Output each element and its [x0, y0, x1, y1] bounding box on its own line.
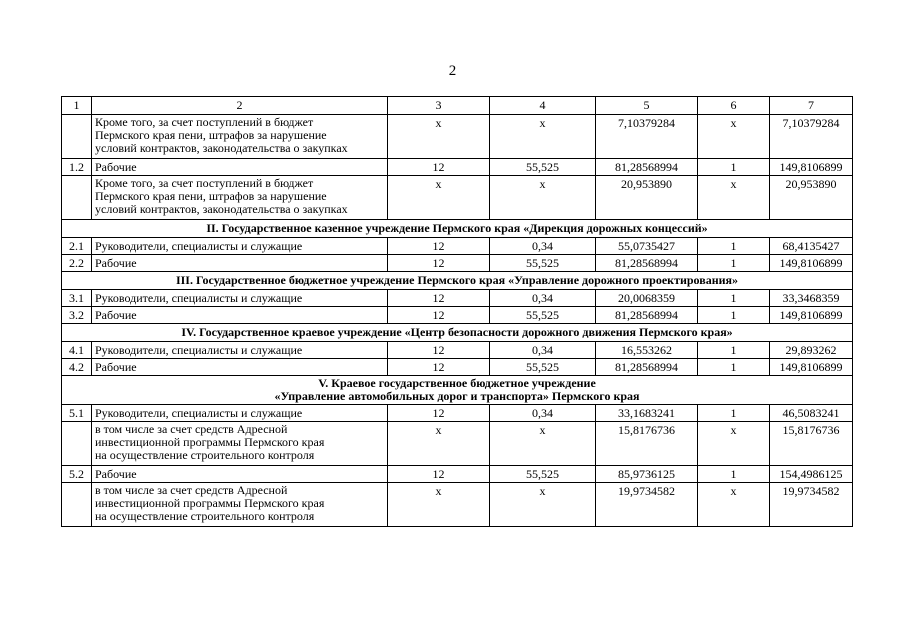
row-name-cell: Руководители, специалисты и служащие [92, 238, 388, 255]
value-cell-col5: 81,28568994 [596, 255, 698, 272]
value-cell-col5: 81,28568994 [596, 307, 698, 324]
row-name-line: Пермского края пени, штрафов за нарушение [95, 189, 327, 203]
value-cell-col4: 0,34 [490, 342, 596, 359]
row-name-cell [92, 115, 388, 159]
value-cell-col4: 0,34 [490, 405, 596, 422]
value-cell-col7: 19,9734582 [770, 483, 853, 527]
value-cell-col6: 1 [698, 405, 770, 422]
section-heading-line: IV. Государственное краевое учреждение «Центр безопасности дорожного движения Пермского края» [181, 325, 733, 339]
value-cell-col3: x [388, 483, 490, 527]
row-number-cell [62, 115, 92, 159]
value-cell-col4: 0,34 [490, 238, 596, 255]
row-name-cell: Рабочие [92, 359, 388, 376]
data-table [61, 96, 853, 527]
row-name-line: Кроме того, за счет поступлений в бюджет [95, 176, 314, 190]
table-row [62, 176, 853, 220]
header-cell: 4 [490, 97, 596, 115]
row-name-line: Пермского края пени, штрафов за нарушение [95, 128, 327, 142]
table-row [62, 466, 853, 483]
value-cell-col3: 12 [388, 159, 490, 176]
row-number-cell: 2.1 [62, 238, 92, 255]
row-number-cell: 4.1 [62, 342, 92, 359]
value-cell-col3: 12 [388, 290, 490, 307]
value-cell-col3: 12 [388, 307, 490, 324]
section-heading-row [62, 324, 853, 342]
value-cell-col6: 1 [698, 290, 770, 307]
value-cell-col5: 20,0068359 [596, 290, 698, 307]
value-cell-col5: 85,9736125 [596, 466, 698, 483]
table-row [62, 422, 853, 466]
row-name-line: на осуществление строительного контроля [95, 448, 315, 462]
value-cell-col7: 15,8176736 [770, 422, 853, 466]
value-cell-col7: 29,893262 [770, 342, 853, 359]
header-cell: 3 [388, 97, 490, 115]
table-row [62, 290, 853, 307]
section-heading-line: V. Краевое государственное бюджетное учреждение [318, 376, 596, 390]
section-heading-line: III. Государственное бюджетное учреждение Пермского края «Управление дорожного проектирования» [175, 273, 739, 287]
section-heading [62, 272, 853, 290]
row-number-cell: 3.2 [62, 307, 92, 324]
row-number-cell: 4.2 [62, 359, 92, 376]
value-cell-col6: x [698, 422, 770, 466]
value-cell-col5: 33,1683241 [596, 405, 698, 422]
row-name-line: условий контрактов, законодательства о закупках [95, 202, 348, 216]
value-cell-col6: x [698, 176, 770, 220]
value-cell-col4: x [490, 115, 596, 159]
row-name-cell: Рабочие [92, 255, 388, 272]
value-cell-col5: 7,10379284 [596, 115, 698, 159]
value-cell-col3: x [388, 422, 490, 466]
value-cell-col3: 12 [388, 359, 490, 376]
row-number-cell: 5.1 [62, 405, 92, 422]
section-heading [62, 324, 853, 342]
header-cell: 5 [596, 97, 698, 115]
value-cell-col4: x [490, 176, 596, 220]
row-name-cell: Рабочие [92, 466, 388, 483]
table-row [62, 342, 853, 359]
table-row [62, 255, 853, 272]
value-cell-col3: 12 [388, 466, 490, 483]
row-name-cell [92, 483, 388, 527]
value-cell-col4: 55,525 [490, 159, 596, 176]
section-heading-row [62, 272, 853, 290]
value-cell-col3: 12 [388, 405, 490, 422]
row-name-cell [92, 176, 388, 220]
value-cell-col6: 1 [698, 466, 770, 483]
value-cell-col3: x [388, 176, 490, 220]
value-cell-col7: 46,5083241 [770, 405, 853, 422]
value-cell-col4: 0,34 [490, 290, 596, 307]
row-number-cell [62, 483, 92, 527]
value-cell-col7: 149,8106899 [770, 159, 853, 176]
table-row [62, 359, 853, 376]
value-cell-col6: 1 [698, 359, 770, 376]
row-name-line: на осуществление строительного контроля [95, 509, 315, 523]
table-row [62, 405, 853, 422]
table-row [62, 159, 853, 176]
value-cell-col6: 1 [698, 159, 770, 176]
value-cell-col5: 16,553262 [596, 342, 698, 359]
row-name-cell [92, 422, 388, 466]
table-body [62, 97, 853, 527]
row-number-cell: 3.1 [62, 290, 92, 307]
value-cell-col4: x [490, 422, 596, 466]
value-cell-col6: 1 [698, 238, 770, 255]
row-number-cell: 5.2 [62, 466, 92, 483]
row-number-cell: 1.2 [62, 159, 92, 176]
value-cell-col7: 20,953890 [770, 176, 853, 220]
row-name-line: инвестиционной программы Пермского края [95, 435, 325, 449]
value-cell-col5: 20,953890 [596, 176, 698, 220]
row-number-cell: 2.2 [62, 255, 92, 272]
value-cell-col7: 33,3468359 [770, 290, 853, 307]
value-cell-col5: 19,9734582 [596, 483, 698, 527]
row-name-cell: Руководители, специалисты и служащие [92, 342, 388, 359]
section-heading-line: «Управление автомобильных дорог и транспорта» Пермского края [274, 389, 640, 403]
header-cell: 1 [62, 97, 92, 115]
page-number: 2 [448, 63, 457, 79]
table-row [62, 238, 853, 255]
value-cell-col4: 55,525 [490, 255, 596, 272]
value-cell-col3: 12 [388, 255, 490, 272]
value-cell-col4: 55,525 [490, 307, 596, 324]
value-cell-col7: 149,8106899 [770, 307, 853, 324]
value-cell-col6: x [698, 115, 770, 159]
header-cell: 7 [770, 97, 853, 115]
row-name-cell: Руководители, специалисты и служащие [92, 405, 388, 422]
row-name-cell: Руководители, специалисты и служащие [92, 290, 388, 307]
table-row [62, 483, 853, 527]
value-cell-col5: 81,28568994 [596, 359, 698, 376]
header-cell: 2 [92, 97, 388, 115]
value-cell-col3: 12 [388, 238, 490, 255]
value-cell-col6: 1 [698, 307, 770, 324]
value-cell-col6: 1 [698, 255, 770, 272]
row-name-line: инвестиционной программы Пермского края [95, 496, 325, 510]
row-name-line: в том числе за счет средств Адресной [95, 483, 288, 497]
section-heading-line: II. Государственное казенное учреждение Пермского края «Дирекция дорожных концессий» [206, 221, 708, 235]
value-cell-col5: 55,0735427 [596, 238, 698, 255]
row-number-cell [62, 422, 92, 466]
row-name-line: в том числе за счет средств Адресной [95, 422, 288, 436]
row-name-cell: Рабочие [92, 307, 388, 324]
section-heading [62, 376, 853, 405]
value-cell-col6: x [698, 483, 770, 527]
header-cell: 6 [698, 97, 770, 115]
value-cell-col7: 149,8106899 [770, 359, 853, 376]
section-heading-row [62, 376, 853, 405]
value-cell-col7: 149,8106899 [770, 255, 853, 272]
value-cell-col4: 55,525 [490, 359, 596, 376]
row-name-line: условий контрактов, законодательства о закупках [95, 141, 348, 155]
row-name-cell: Рабочие [92, 159, 388, 176]
table-row [62, 115, 853, 159]
value-cell-col5: 15,8176736 [596, 422, 698, 466]
value-cell-col4: x [490, 483, 596, 527]
value-cell-col3: x [388, 115, 490, 159]
value-cell-col7: 68,4135427 [770, 238, 853, 255]
section-heading [62, 220, 853, 238]
table-header-row [62, 97, 853, 115]
value-cell-col7: 7,10379284 [770, 115, 853, 159]
table-row [62, 307, 853, 324]
value-cell-col6: 1 [698, 342, 770, 359]
value-cell-col7: 154,4986125 [770, 466, 853, 483]
value-cell-col4: 55,525 [490, 466, 596, 483]
row-number-cell [62, 176, 92, 220]
value-cell-col3: 12 [388, 342, 490, 359]
section-heading-row [62, 220, 853, 238]
row-name-line: Кроме того, за счет поступлений в бюджет [95, 115, 314, 129]
value-cell-col5: 81,28568994 [596, 159, 698, 176]
